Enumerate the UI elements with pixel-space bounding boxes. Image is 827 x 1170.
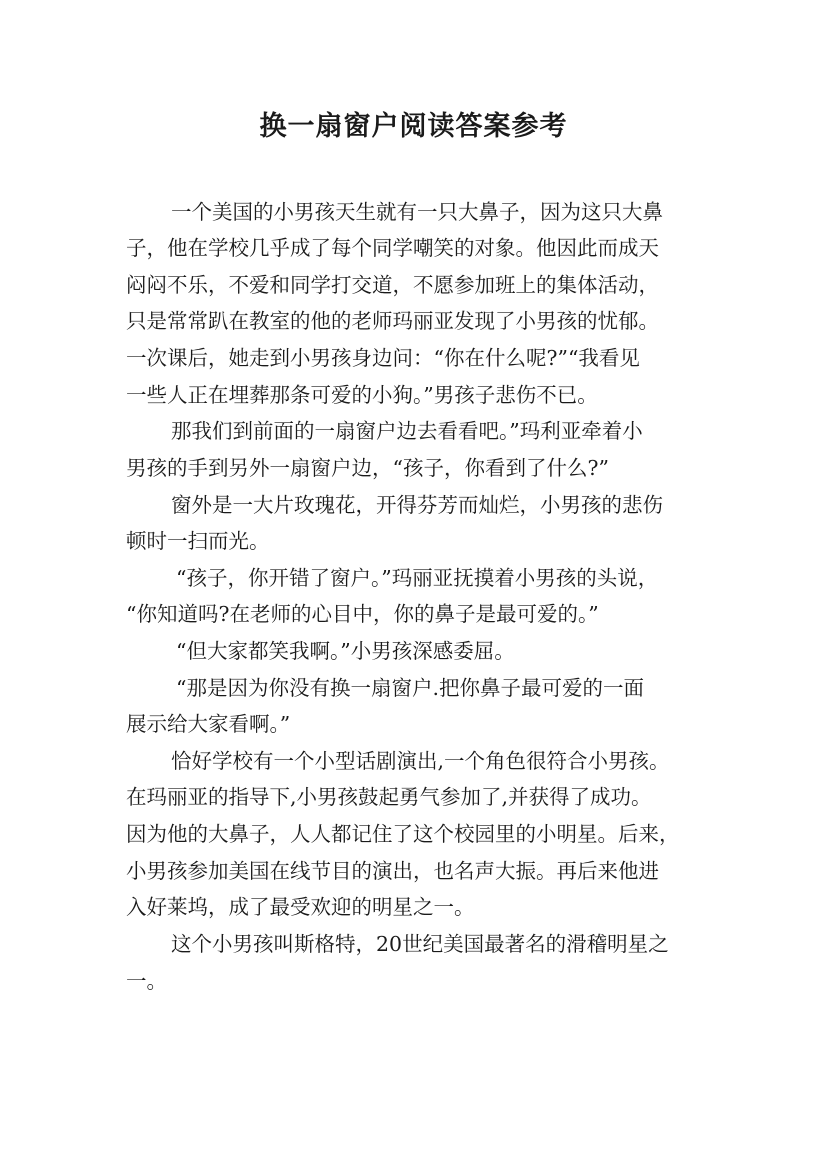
document-title: 换一扇窗户阅读答案参考 bbox=[259, 111, 568, 142]
text-line: 窗外是一大片玫瑰花，开得芬芳而灿烂，小男孩的悲伤 bbox=[171, 493, 663, 517]
text-line: 闷闷不乐，不爱和同学打交道，不愿参加班上的集体活动， bbox=[126, 273, 659, 297]
text-line: 恰好学校有一个小型话剧演出,一个角色很符合小男孩。 bbox=[171, 749, 670, 773]
text-line: 在玛丽亚的指导下,小男孩鼓起勇气参加了,并获得了成功。 bbox=[126, 785, 652, 809]
text-line: 子，他在学校几乎成了每个同学嘲笑的对象。他因此而成天 bbox=[126, 236, 659, 260]
text-line: 小男孩参加美国在线节目的演出，也名声大振。再后来他进 bbox=[126, 859, 659, 883]
text-line: “你知道吗?在老师的心目中，你的鼻子是最可爱的。” bbox=[126, 602, 599, 626]
text-line: 一些人正在埋葬那条可爱的小狗。”男孩子悲伤不已。 bbox=[126, 383, 598, 407]
text-line: 男孩的手到另外一扇窗户边，“孩子，你看到了什么?” bbox=[126, 456, 609, 480]
text-line: 一个美国的小男孩天生就有一只大鼻子，因为这只大鼻 bbox=[171, 200, 663, 224]
text-line: 入好莱坞，成了最受欢迎的明星之一。 bbox=[126, 895, 475, 919]
text-line: 只是常常趴在教室的他的老师玛丽亚发现了小男孩的忧郁。 bbox=[126, 309, 659, 333]
text-line: 一次课后，她走到小男孩身边问：“你在什么呢?”“我看见 bbox=[126, 346, 640, 370]
text-line: 因为他的大鼻子，人人都记住了这个校园里的小明星。后来， bbox=[126, 822, 680, 846]
text-line: 顿时一扫而光。 bbox=[126, 529, 270, 553]
text-line: “孩子，你开错了窗户。”玛丽亚抚摸着小男孩的头说， bbox=[176, 566, 659, 590]
text-line: 一。 bbox=[126, 969, 167, 993]
text-line: “那是因为你没有换一扇窗户.把你鼻子最可爱的一面 bbox=[176, 676, 644, 700]
text-line: 这个小男孩叫斯格特，20世纪美国最著名的滑稽明星之 bbox=[171, 932, 669, 956]
text-line: 那我们到前面的一扇窗户边去看看吧。”玛利亚牵着小 bbox=[171, 419, 643, 443]
text-line: 展示给大家看啊。” bbox=[126, 712, 291, 736]
text-line: “但大家都笑我啊。”小男孩深感委屈。 bbox=[176, 639, 515, 663]
